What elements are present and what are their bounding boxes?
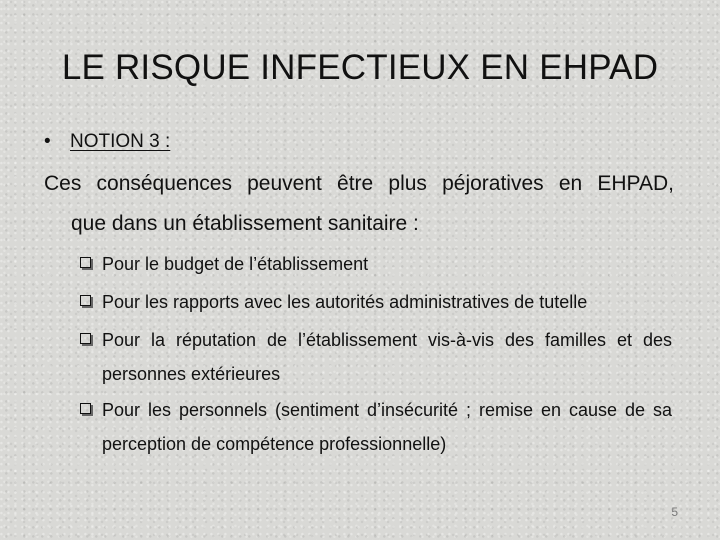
list-item-text: Pour les personnels (sentiment d’insécurité ; remise en cause de sa perception de compétence professionnelle)	[102, 400, 672, 454]
notion-label: NOTION 3 :	[70, 131, 171, 152]
intro-paragraph	[44, 164, 674, 244]
intro-line-1: Ces conséquences peuvent être plus péjoratives en EHPAD,	[44, 172, 674, 195]
list-item	[80, 393, 672, 461]
list-item	[80, 285, 672, 319]
notion-heading	[44, 128, 170, 156]
bullet-icon: •	[44, 131, 51, 152]
list-item	[80, 247, 672, 281]
checkbox-bullet-icon	[80, 333, 91, 344]
checkbox-bullet-icon	[80, 403, 91, 414]
list-item-text: Pour les rapports avec les autorités administratives de tutelle	[102, 292, 588, 312]
list-item	[80, 323, 672, 391]
list-item-text: Pour le budget de l’établissement	[102, 254, 369, 274]
checkbox-bullet-icon	[80, 295, 91, 306]
page-number: 5	[671, 505, 678, 519]
list-item-text: Pour la réputation de l’établissement vis-à-vis des familles et des personnes extérieures	[102, 330, 672, 384]
consequences-list	[80, 247, 672, 463]
slide-title: LE RISQUE INFECTIEUX EN EHPAD	[61, 48, 659, 87]
intro-line-2: que dans un établissement sanitaire :	[71, 212, 419, 235]
checkbox-bullet-icon	[80, 257, 91, 268]
